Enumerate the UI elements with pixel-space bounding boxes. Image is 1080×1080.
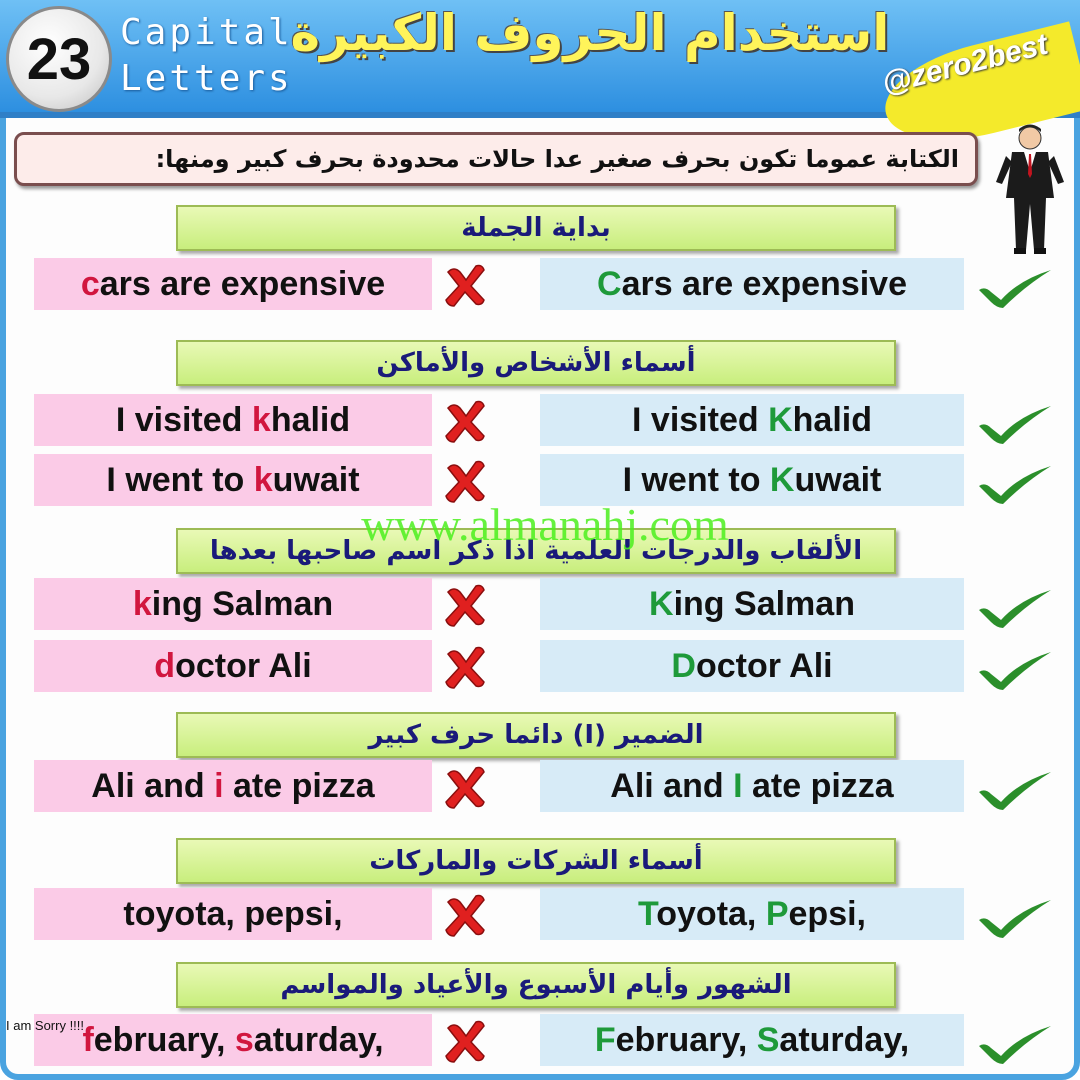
correct-check-icon: [975, 650, 1055, 690]
correct-check-icon: [975, 1024, 1055, 1064]
wrong-example-highlight-letter: f: [82, 1021, 94, 1059]
english-title-line2: Letters: [120, 58, 293, 99]
correct-example-text: ebruary,: [615, 1021, 757, 1059]
correct-example-highlight-letter: I: [733, 767, 743, 805]
correct-example-highlight-letter: D: [671, 647, 696, 685]
correct-check-icon: [975, 588, 1055, 628]
correct-example-text: aturday,: [779, 1021, 910, 1059]
correct-example-highlight-letter: C: [597, 265, 622, 303]
correct-check-icon: [975, 268, 1055, 308]
correct-example-text: halid: [792, 401, 872, 439]
correct-example-text: epsi,: [788, 895, 866, 933]
wrong-example-highlight-letter: d: [154, 647, 176, 685]
wrong-x-icon: [440, 890, 490, 940]
correct-example-highlight-letter: S: [756, 1021, 780, 1059]
correct-example-highlight-letter: P: [765, 895, 789, 933]
section-header: الضمير (I) دائما حرف كبير: [176, 712, 896, 758]
wrong-example-text: Ali and: [91, 767, 215, 805]
intro-bubble: الكتابة عموما تكون بحرف صغير عدا حالات محدودة بحرف كبير ومنها:: [14, 132, 978, 186]
wrong-x-icon: [440, 396, 490, 446]
correct-example-text: ars are expensive: [621, 265, 907, 303]
wrong-example-highlight-letter: k: [253, 461, 273, 499]
brand-handle: @zero2best: [878, 27, 1052, 101]
correct-example-highlight-letter: K: [769, 461, 795, 499]
wrong-example-highlight-letter: i: [214, 767, 224, 805]
section-header: الألقاب والدرجات العلمية اذا ذكر اسم صاحبها بعدها: [176, 528, 896, 574]
english-title-line1: Capital: [120, 12, 293, 53]
wrong-example-highlight-letter: k: [251, 401, 271, 439]
wrong-example-text: halid: [270, 401, 351, 439]
correct-example-highlight-letter: T: [638, 895, 657, 933]
correct-example-highlight-letter: K: [768, 401, 793, 439]
wrong-example: [34, 640, 432, 692]
wrong-x-icon: [440, 260, 490, 310]
correct-example-text: I visited: [632, 401, 769, 439]
businessman-figure-icon: [990, 120, 1070, 260]
wrong-x-icon: [440, 762, 490, 812]
wrong-example-text: ars are expensive: [99, 265, 386, 303]
correct-example: [540, 258, 964, 310]
wrong-example-text: toyota, pepsi,: [123, 895, 343, 933]
wrong-example-highlight-letter: k: [132, 585, 152, 623]
wrong-example: [34, 394, 432, 446]
correct-example: [540, 760, 964, 812]
wrong-example-highlight-letter: c: [80, 265, 100, 303]
correct-example-text: octor Ali: [695, 647, 833, 685]
correct-example-text: I went to: [622, 461, 770, 499]
correct-check-icon: [975, 898, 1055, 938]
wrong-x-icon: [440, 580, 490, 630]
section-header: بداية الجملة: [176, 205, 896, 251]
correct-example-highlight-letter: F: [594, 1021, 616, 1059]
correct-check-icon: [975, 464, 1055, 504]
wrong-example-text: ebruary,: [93, 1021, 235, 1059]
correct-example-text: Ali and: [610, 767, 734, 805]
wrong-example: [34, 1014, 432, 1066]
correct-example: [540, 640, 964, 692]
correct-example-text: ate pizza: [742, 767, 894, 805]
section-header: أسماء الأشخاص والأماكن: [176, 340, 896, 386]
header: [0, 0, 1080, 118]
watermark-text: www.almanahj.com: [361, 499, 729, 550]
wrong-example-text: octor Ali: [175, 647, 312, 685]
correct-example: [540, 394, 964, 446]
arabic-title: استخدام الحروف الكبيرة: [290, 4, 890, 62]
section-header: الشهور وأيام الأسبوع والأعياد والمواسم: [176, 962, 896, 1008]
wrong-example: [34, 258, 432, 310]
wrong-example: [34, 578, 432, 630]
correct-example: [540, 1014, 964, 1066]
correct-example-text: oyota,: [656, 895, 766, 933]
wrong-x-icon: [440, 1016, 490, 1066]
wrong-x-icon: [440, 642, 490, 692]
correct-example-text: uwait: [794, 461, 882, 499]
correct-example: [540, 578, 964, 630]
wrong-example-text: ing Salman: [151, 585, 334, 623]
correct-example-highlight-letter: K: [649, 585, 674, 623]
wrong-example: [34, 760, 432, 812]
wrong-example-text: ate pizza: [223, 767, 375, 805]
correct-example-text: ing Salman: [673, 585, 855, 623]
wrong-example-text: uwait: [272, 461, 360, 499]
lesson-number-badge: 23: [6, 6, 112, 112]
section-header: أسماء الشركات والماركات: [176, 838, 896, 884]
english-title: [120, 10, 300, 102]
wrong-example-text: I went to: [106, 461, 254, 499]
wrong-example-text: aturday,: [253, 1021, 384, 1059]
footnote-text: I am Sorry !!!!: [6, 1018, 85, 1033]
correct-check-icon: [975, 404, 1055, 444]
correct-example: [540, 888, 964, 940]
wrong-example: [34, 888, 432, 940]
wrong-example-text: I visited: [115, 401, 252, 439]
wrong-example-highlight-letter: s: [234, 1021, 254, 1059]
correct-check-icon: [975, 770, 1055, 810]
